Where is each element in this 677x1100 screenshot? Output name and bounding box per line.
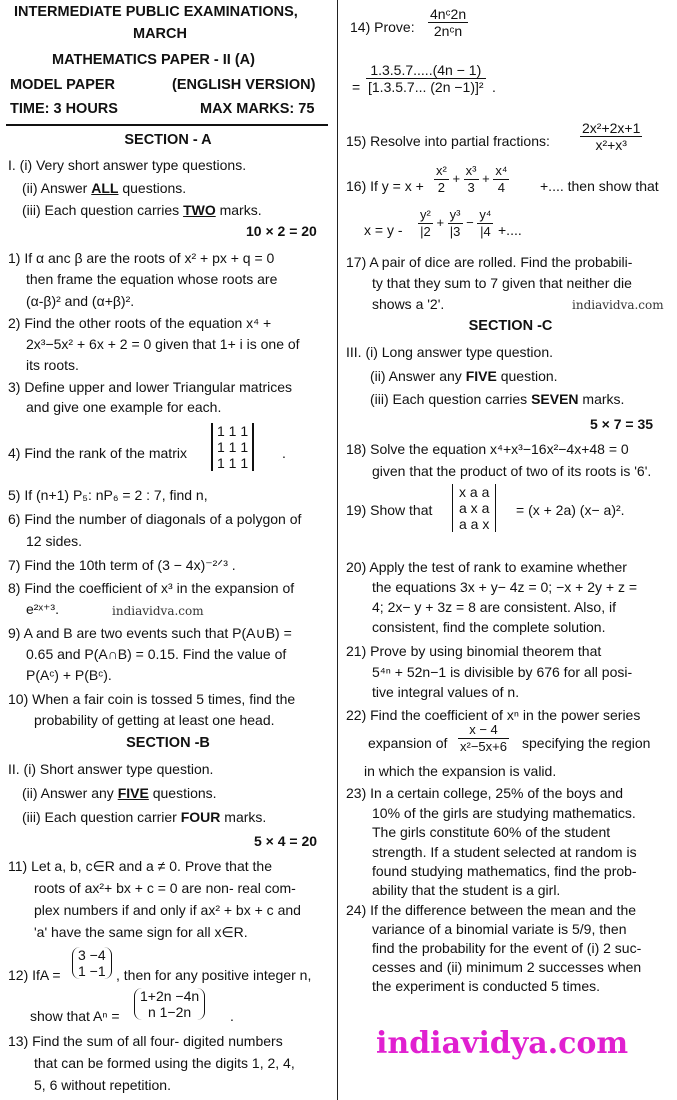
section-a-title: SECTION - A [124, 132, 212, 148]
question-22-line-1: 22) Find the coefficient of xⁿ in the power series [346, 707, 641, 723]
question-6-line-1: 6) Find the number of diagonals of a polygon of [8, 511, 302, 527]
question-17-line-2: ty that they sum to 7 given that neither die [372, 275, 632, 291]
question-20-line-1: 20) Apply the test of rank to examine whether [346, 559, 627, 575]
question-22-fraction [458, 722, 509, 755]
question-2-line-2: 2x³−5x² + 6x + 2 = 0 given that 1+ i is one of [26, 336, 300, 352]
question-4-period: . [282, 445, 286, 461]
matrix-row: n 1−2n [147, 1004, 192, 1020]
question-8-line-2: e²ˣ⁺³. [26, 601, 59, 617]
question-21-line-1: 21) Prove by using binomial theorem that [346, 643, 602, 659]
question-23-line-5: found studying mathematics, find the prob- [372, 863, 637, 879]
question-15-text: 15) Resolve into partial fractions: [346, 133, 550, 149]
question-22-line-3: specifying the region [522, 735, 651, 751]
fraction-denominator: 2nᶜn [433, 23, 463, 39]
question-12-matrix-an [134, 988, 205, 1020]
time-label: TIME: 3 HOURS [10, 101, 118, 117]
question-20-line-3: 4; 2x− y + 3z = 8 are consistent. Also, if [372, 599, 616, 615]
question-16-text-2: +.... then show that [540, 178, 659, 194]
question-23-line-4: strength. If a student selected at random is [372, 844, 637, 860]
question-16-text: 16) If y = x + [346, 178, 424, 194]
determinant-row: x a a [459, 484, 490, 500]
question-4-text: 4) Find the rank of the matrix [8, 445, 187, 461]
question-21-line-2: 5⁴ⁿ + 52n−1 is divisible by 676 for all posi- [372, 664, 633, 680]
matrix-row: 1 1 1 [217, 455, 249, 471]
section-b-instr-2: (ii) Answer any FIVE questions. [22, 785, 217, 801]
section-c-score: 5 × 7 = 35 [590, 416, 654, 432]
fraction-numerator: 4nᶜ2n [430, 6, 467, 22]
question-16-series-1: $\frac{\text{x²}}{2}$ + $\frac{\text{x³}}{3}$ + $\frac{\text{x⁴}}{4}$ [436, 163, 508, 195]
section-b-instr-3: (iii) Each question carrier FOUR marks. [22, 809, 267, 825]
question-17-line-1: 17) A pair of dice are rolled. Find the probabili- [346, 254, 633, 270]
section-a-instr-2: (ii) Answer ALL questions. [22, 180, 187, 196]
matrix-row: 1 1 1 [217, 423, 249, 439]
fraction-denominator: x²−5x+6 [460, 739, 507, 754]
fraction-numerator: x − 4 [458, 722, 509, 739]
section-c-instr-2: (ii) Answer any FIVE question. [370, 368, 558, 384]
fraction-numerator: 1.3.5.7.....(4n − 1) [366, 62, 486, 79]
exam-month: MARCH [133, 26, 187, 42]
question-5: 5) If (n+1) P₅: nP₆ = 2 : 7, find n, [8, 487, 208, 503]
header-rule [6, 124, 328, 126]
section-a-instr-3: (iii) Each question carries TWO marks. [22, 202, 262, 218]
question-14-fraction [428, 6, 468, 39]
question-1-line-2: then frame the equation whose roots are [26, 271, 278, 287]
question-12-text: 12) IfA = [8, 967, 61, 983]
question-24-line-1: 24) If the difference between the mean and the [346, 902, 637, 918]
section-c-instr-3: (iii) Each question carries SEVEN marks. [370, 391, 625, 407]
question-9-line-2: 0.65 and P(A∩B) = 0.15. Find the value of [26, 646, 287, 662]
question-24-line-5: the experiment is conducted 5 times. [372, 978, 601, 994]
question-12-text-3: show that Aⁿ = [30, 1008, 120, 1024]
section-b-title: SECTION -B [126, 735, 210, 751]
question-2-line-3: its roots. [26, 357, 79, 373]
section-b-score: 5 × 4 = 20 [254, 833, 318, 849]
exam-title: INTERMEDIATE PUBLIC EXAMINATIONS, [14, 4, 298, 20]
question-13-line-3: 5, 6 without repetition. [34, 1077, 171, 1093]
question-24-line-2: variance of a binomial variate is 5/9, then [372, 921, 627, 937]
watermark-brand[interactable]: indiavidya.com [376, 1026, 629, 1061]
question-16-series-2: $\frac{\text{y²}}{|2}$ + $\frac{\text{y³}}{|3}$ − $\frac{\text{y⁴}}{|4}$ [420, 207, 492, 239]
section-c-title: SECTION -C [468, 318, 553, 334]
matrix-row: 1 −1 [78, 963, 106, 979]
question-10-line-2: probability of getting at least one head. [34, 712, 275, 728]
question-23-line-1: 23) In a certain college, 25% of the boys and [346, 785, 624, 801]
question-3-line-2: and give one example for each. [26, 399, 222, 415]
question-23-line-2: 10% of the girls are studying mathematics. [372, 805, 636, 821]
question-2-line-1: 2) Find the other roots of the equation x⁴ + [8, 315, 272, 331]
question-16-text-4: +.... [498, 222, 522, 238]
question-11-line-2: roots of ax²+ bx + c = 0 are non- real com- [34, 880, 296, 896]
section-b-instr-1: II. (i) Short answer type question. [8, 761, 214, 777]
question-3-line-1: 3) Define upper and lower Triangular matrices [8, 379, 293, 395]
question-16-text-3: x = y - [364, 222, 403, 238]
version-label: (ENGLISH VERSION) [172, 77, 316, 93]
section-a-instr-1: I. (i) Very short answer type questions. [8, 157, 247, 173]
watermark-small: indiavidva.com [112, 604, 204, 618]
question-20-line-2: the equations 3x + y− 4z = 0; −x + 2y + z = [372, 579, 638, 595]
question-24-line-4: cesses and (ii) minimum 2 successes when [372, 959, 642, 975]
question-11-line-4: 'a' have the same sign for all x∈R. [34, 924, 248, 940]
question-13-line-1: 13) Find the sum of all four- digited numbers [8, 1033, 283, 1049]
matrix-row: 3 −4 [78, 947, 106, 963]
watermark-small: indiavidva.com [572, 298, 664, 312]
paper-title: MATHEMATICS PAPER - II (A) [52, 52, 255, 68]
question-11-line-1: 11) Let a, b, c∈R and a ≠ 0. Prove that the [8, 858, 272, 874]
question-23-line-6: ability that the student is a girl. [372, 882, 561, 898]
question-4-matrix [211, 423, 254, 471]
column-divider [337, 0, 338, 1100]
question-9-line-1: 9) A and B are two events such that P(A∪B) = [8, 625, 292, 641]
question-21-line-3: tive integral values of n. [372, 684, 520, 700]
fraction-denominator: [1.3.5.7... (2n −1)]² [368, 79, 484, 95]
fraction-numerator: 2x²+2x+1 [582, 120, 641, 136]
question-7: 7) Find the 10th term of (3 − 4x)⁻²ᐟ³ . [8, 557, 236, 573]
question-14-period: . [492, 79, 496, 95]
question-13-line-2: that can be formed using the digits 1, 2, 4, [34, 1055, 295, 1071]
question-19-determinant [452, 484, 496, 532]
section-c-instr-1: III. (i) Long answer type question. [346, 344, 553, 360]
question-8-line-1: 8) Find the coefficient of x³ in the expansion of [8, 580, 295, 596]
question-20-line-4: consistent, find the complete solution. [372, 619, 606, 635]
fraction-denominator: x²+x³ [595, 137, 627, 153]
question-12-matrix-a [72, 947, 112, 979]
question-12-period: . [230, 1008, 234, 1024]
question-18-line-2: given that the product of two of its roots is '6'. [372, 463, 652, 479]
question-14-equals: = [352, 79, 361, 95]
question-1-line-1: 1) If α anc β are the roots of x² + px + q = 0 [8, 250, 275, 266]
determinant-row: a x a [459, 500, 490, 516]
question-12-text-2: , then for any positive integer n, [116, 967, 312, 983]
question-10-line-1: 10) When a fair coin is tossed 5 times, find the [8, 691, 296, 707]
question-6-line-2: 12 sides. [26, 533, 83, 549]
question-18-line-1: 18) Solve the equation x⁴+x³−16x²−4x+48 = 0 [346, 441, 629, 457]
question-14-text: 14) Prove: [350, 19, 415, 35]
question-17-line-3: shows a '2'. [372, 296, 445, 312]
matrix-row: 1 1 1 [217, 439, 249, 455]
question-15-fraction [580, 120, 642, 153]
question-23-line-3: The girls constitute 60% of the student [372, 824, 611, 840]
question-24-line-3: find the probability for the event of (i) 2 suc- [372, 940, 642, 956]
matrix-row: 1+2n −4n [140, 988, 200, 1004]
question-19-text: 19) Show that [346, 502, 433, 518]
question-1-line-3: (α-β)² and (α+β)². [26, 293, 135, 309]
max-marks-label: MAX MARKS: 75 [200, 101, 315, 117]
question-22-line-2: expansion of [368, 735, 448, 751]
question-22-line-4: in which the expansion is valid. [364, 763, 557, 779]
question-14-fraction-2 [366, 62, 486, 95]
determinant-row: a a x [459, 516, 490, 532]
model-paper-label: MODEL PAPER [10, 77, 116, 93]
question-9-line-3: P(Aᶜ) + P(Bᶜ). [26, 667, 112, 683]
question-19-text-2: = (x + 2a) (x− a)². [516, 502, 625, 518]
question-11-line-3: plex numbers if and only if ax² + bx + c and [34, 902, 301, 918]
section-a-score: 10 × 2 = 20 [246, 223, 317, 239]
